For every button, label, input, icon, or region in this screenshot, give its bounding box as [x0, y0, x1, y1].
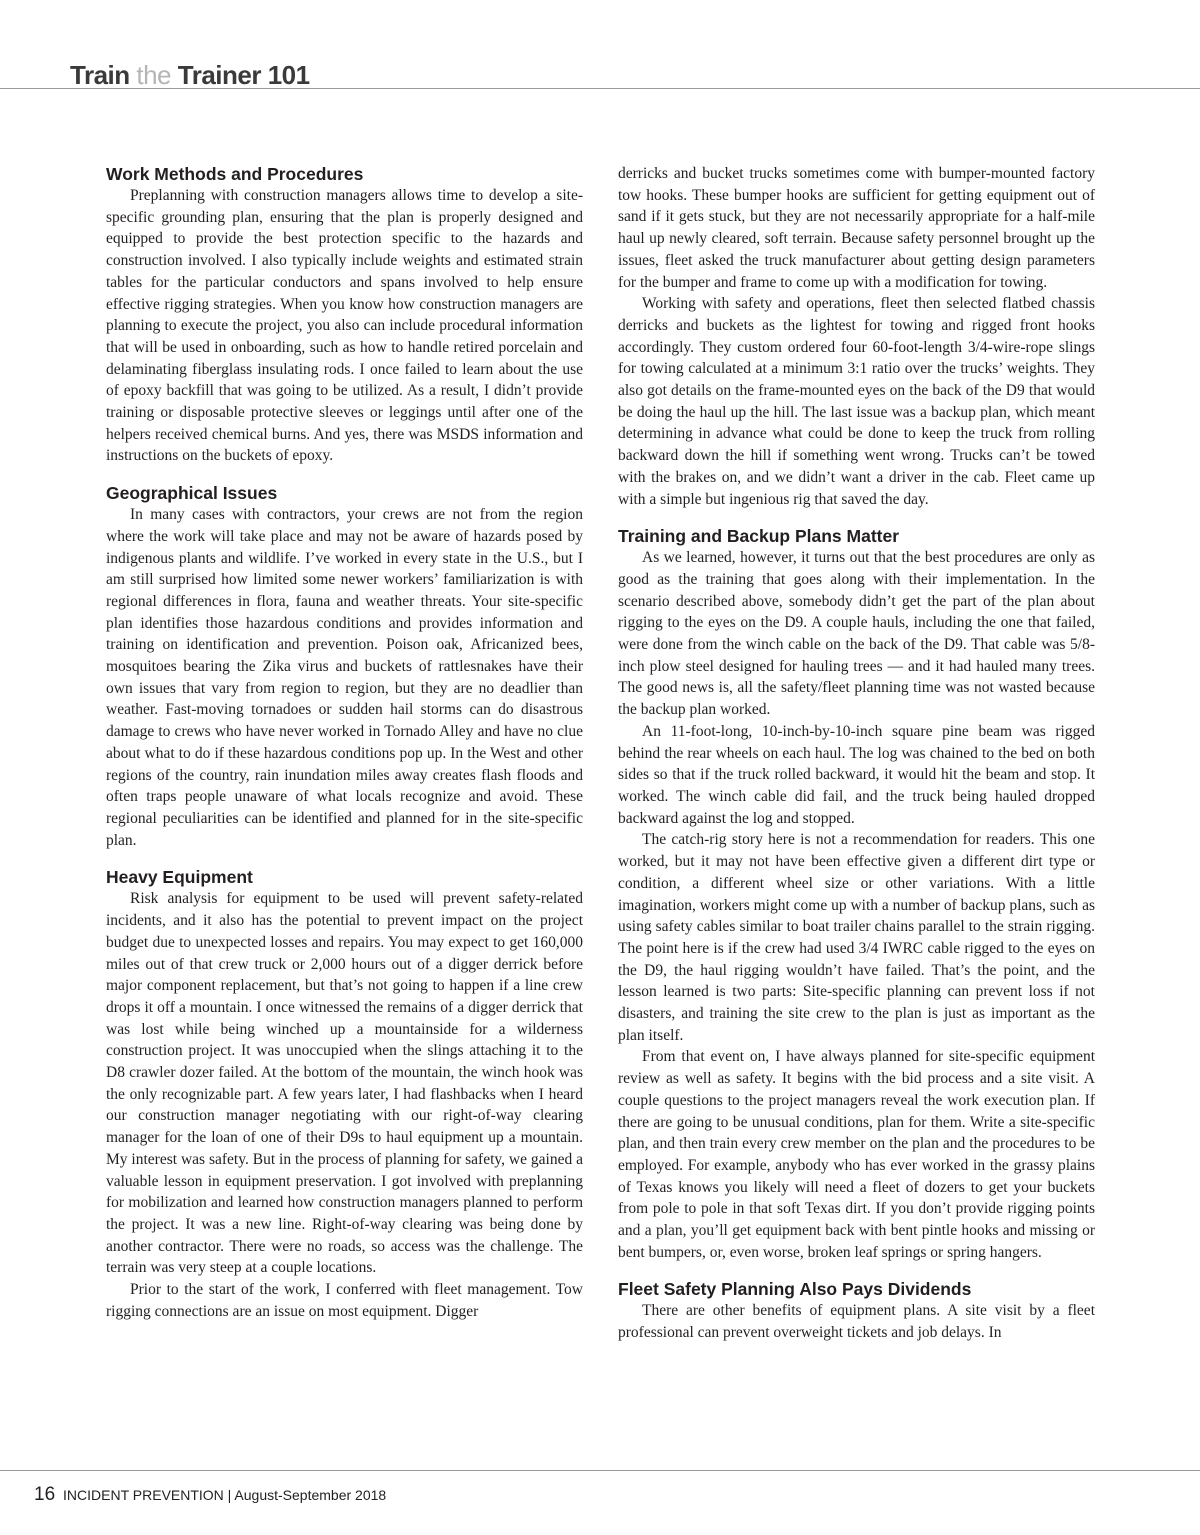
heading-fleet-safety: Fleet Safety Planning Also Pays Dividends [618, 1279, 972, 1300]
heading-heavy-equipment: Heavy Equipment [106, 867, 253, 888]
heading-work-methods: Work Methods and Procedures [106, 164, 364, 184]
page-header [70, 60, 310, 91]
header-train: Train [70, 60, 130, 90]
paragraph: Preplanning with construction managers allows time to develop a site-specific grounding plan, ensuring that the plan is properly designed and equipped to provide the best protection specific to the hazards and construction involved. I also typically include weights and estimated strain tables for the particular conductors and spans involved to help ensure effective rigging strategies. When you know how construction managers are planning to execute the project, you also can include procedural information that will be used in onboarding, such as how to handle retired porcelain and delaminating fiberglass insulating rods. I once failed to learn about the use of epoxy backfill that was going to be utilized. As a result, I didn’t provide training or disposable protective sleeves or leggings until after one of the helpers received chemical burns. And yes, there was MSDS information and instructions on the buckets of epoxy. [106, 187, 583, 465]
footer-rule [0, 1470, 1200, 1471]
paragraph-continued: derricks and bucket trucks sometimes come with bumper-mounted factory tow hooks. These bumper hooks are sufficient for getting equipment out of sand if it gets stuck, but they are not necessarily appropriate for a half-mile haul up newly cleared, soft terrain. Because safety personnel brought up the issues, fleet asked the truck manufacturer about getting design parameters for the bumper and frame to come up with a modification for towing. [618, 165, 1095, 291]
heading-training-backup: Training and Backup Plans Matter [618, 526, 900, 547]
paragraph: There are other benefits of equipment plans. A site visit by a fleet professional can prevent overweight tickets and job delays. In [618, 1302, 1095, 1342]
header-the: the [136, 60, 172, 90]
right-column [618, 163, 1095, 1344]
paragraph: The catch-rig story here is not a recommendation for readers. This one worked, but it may not have been effective given a different dirt type or condition, a different wheel size or other variations. With a little imagination, workers might come up with a number of backup plans, such as using safety cables similar to boat trailer chains parallel to the strain rigging. The point here is if the crew had used 3/4 IWRC cable rigged to the eyes on the D9, the haul rigging wouldn’t have failed. That’s the point, and the lesson learned is two parts: Site-specific planning can prevent loss if not disasters, and training the site crew to the plan is just as important as the plan itself. [618, 831, 1095, 1044]
page-number: 16 [34, 1484, 56, 1505]
paragraph: An 11-foot-long, 10-inch-by-10-inch square pine beam was rigged behind the rear wheels on each haul. The log was chained to the bed on both sides so that if the truck rolled backward, it would hit the beam and stop. It worked. The winch cable did fail, and the truck being hauled dropped backward against the log and stopped. [618, 722, 1095, 827]
paragraph: In many cases with contractors, your crews are not from the region where the work will take place and may not be aware of hazards posed by indigenous plants and wildlife. I’ve worked in every state in the U.S., but I am still surprised how limited some newer workers’ familiarization is with regional differences in flora, fauna and weather threats. Your site-specific plan identifies those hazardous conditions and provides information and training on identification and prevention. Poison oak, Africanized bees, mosquitoes bearing the Zika virus and buckets of rattlesnakes have their own issues that vary from region to region, but they are no deadlier than weather. Fast-moving tornadoes or sudden hail storms can do disastrous damage to crews who have never worked in Tornado Alley and have no clue about what to do if these hazardous conditions pop up. In the West and other regions of the country, rain inundation miles away creates flash floods and often traps people unaware of what locals recognize and avoid. These regional peculiarities can be identified and planned for in the site-specific plan. [106, 506, 583, 849]
heading-geographical-issues: Geographical Issues [106, 483, 278, 504]
header-trainer-101: Trainer 101 [177, 60, 310, 90]
left-column [106, 163, 583, 1322]
publication-line: INCIDENT PREVENTION | August-September 2018 [63, 1487, 387, 1503]
paragraph: Risk analysis for equipment to be used will prevent safety-related incidents, and it also has the potential to prevent impact on the project budget due to unexpected losses and repairs. You may expect to get 160,000 miles out of that crew truck or 2,000 hours out of a digger derrick before major component replacement, but that’s not going to happen if a line crew drops it off a mountain. I once witnessed the remains of a digger derrick that was lost while being winched up a mountainside for a wilderness construction project. It was unoccupied when the slings attaching it to the D8 crawler dozer failed. At the bottom of the mountain, the winch hook was the only recognizable part. A few years later, I had flashbacks when I heard our construction manager negotiating with our right-of-way clearing manager for the loan of one of their D9s to haul equipment up a mountain. My interest was safety. But in the process of planning for safety, we gained a valuable lesson in equipment preservation. I got involved with preplanning for mobilization and learned how construction managers planned to perform the project. It was a new line. Right-of-way clearing was being done by another contractor. There were no roads, so access was the challenge. The terrain was very steep at a couple locations. [106, 890, 583, 1277]
paragraph: Working with safety and operations, fleet then selected flatbed chassis derricks and buckets as the lightest for towing and rigged front hooks accordingly. They custom ordered four 60-foot-length 3/4-wire-rope slings for towing calculated at a minimum 3:1 ratio over the trucks’ weights. They also got details on the frame-mounted eyes on the back of the D9 that would be doing the haul up the hill. The last issue was a backup plan, which meant determining in advance what could be done to keep the truck from rolling backward down the hill if something went wrong. Trucks can’t be towed with the brakes on, and we didn’t want a driver in the cab. Fleet came up with a simple but ingenious rig that saved the day. [618, 295, 1095, 508]
paragraph: Prior to the start of the work, I conferred with fleet management. Tow rigging connections are an issue on most equipment. Digger [106, 1281, 583, 1320]
header-rule [0, 88, 1200, 89]
paragraph: From that event on, I have always planned for site-specific equipment review as well as safety. It begins with the bid process and a site visit. A couple questions to the project managers reveal the work execution plan. If there are going to be unusual conditions, plan for them. Write a site-specific plan, and then train every crew member on the plan and the procedures to be employed. For example, anybody who has ever worked in the grassy plains of Texas knows you likely will need a fleet of dozers to get your buckets from pole to pole in that soft Texas dirt. If you don’t provide rigging points and a plan, you’ll get equipment back with bent pintle hooks and missing or bent bumpers, or, even worse, broken leaf springs or spring hangers. [618, 1048, 1095, 1261]
page-footer [34, 1484, 386, 1506]
paragraph: As we learned, however, it turns out that the best procedures are only as good as the training that goes along with their implementation. In the scenario described above, somebody didn’t get the part of the plan about rigging to the eyes on the D9. A couple hauls, including the one that failed, were done from the winch cable on the back of the D9. That cable was 5/8-inch plow steel designed for hauling trees — and it had hauled many trees. The good news is, all the safety/fleet planning time was not wasted because the backup plan worked. [618, 549, 1095, 719]
